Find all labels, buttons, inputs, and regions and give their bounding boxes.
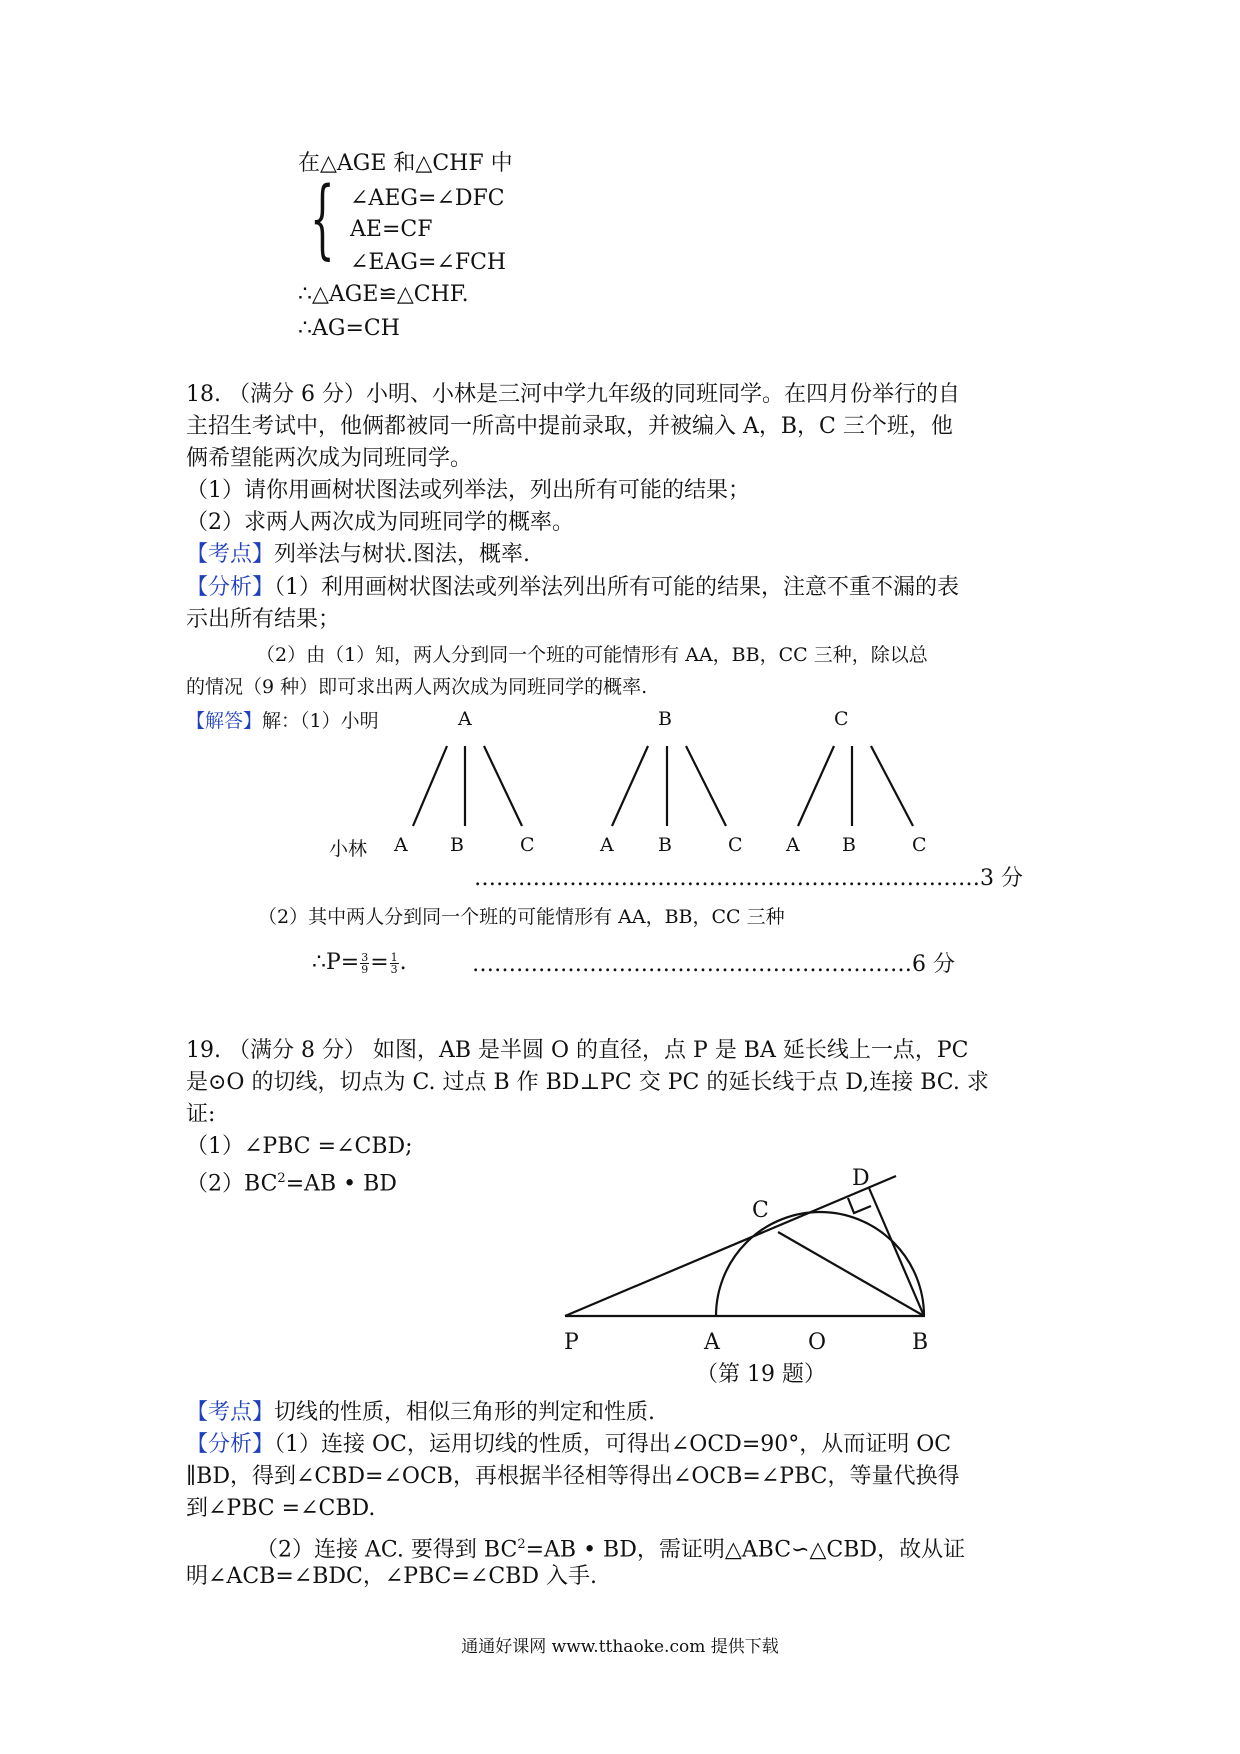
right-angle-mark: [848, 1198, 871, 1213]
q18-probability: ∴P= $\frac{3}{9}$ = $\frac{1}{3}$ .: [312, 950, 407, 976]
q19-fenxi-2: ∥BD，得到∠CBD=∠OCB，再根据半径相等得出∠OCB=∠PBC，等量代换得: [186, 1464, 960, 1489]
tree-leaf: B: [450, 834, 464, 856]
q18-score-1: ……………………………………………………………3 分: [474, 866, 1023, 891]
q19-fenxi-4: （2）连接 AC. 要得到 $BC^2=AB$ • BD，需证明△ABC∽△CBD，故从证: [256, 1537, 966, 1563]
left-brace: {: [310, 169, 335, 269]
tree-leaf: C: [520, 834, 535, 856]
page-footer: 通通好课网 www.tthaoke.com 提供下载: [461, 1637, 779, 1657]
q19-fenxi-3: 到∠PBC =∠CBD.: [186, 1496, 376, 1521]
kaodian-tag: 【考点】: [186, 1400, 275, 1425]
q18-jieda: [186, 706, 379, 736]
fenxi-tag: 【分析】: [186, 1432, 275, 1457]
figure-caption: （第 19 题）: [696, 1362, 826, 1387]
fenxi-text: （1）连接 OC，运用切线的性质，可得出∠OCD=90°，从而证明 OC: [274, 1432, 952, 1457]
jieda-prefix: 解：（1）小明: [262, 710, 379, 732]
proof-condition-1: ∠AEG=∠DFC: [350, 186, 505, 211]
q19-fenxi-5: 明∠ACB=∠BDC，∠PBC=∠CBD 入手.: [186, 1564, 597, 1589]
jieda-tag: 【解答】: [186, 710, 263, 732]
fenxi-text: （1）利用画树状图法或列举法列出所有可能的结果，注意不重不漏的表: [274, 575, 960, 600]
q19-line-1: 19. （满分 8 分） 如图，AB 是半圆 O 的直径，点 P 是 BA 延长线上一点，PC: [186, 1038, 969, 1063]
line-pd: [565, 1176, 896, 1316]
tree-branch: [871, 746, 913, 826]
tree-top-b: B: [658, 708, 672, 730]
tree-leaf: C: [912, 834, 927, 856]
q19-kaodian: [186, 1398, 655, 1428]
tree-leaf: A: [600, 834, 614, 856]
q18-fenxi-2: 示出所有结果；: [186, 607, 341, 632]
q18-part-1: （1）请你用画树状图法或列举法，列出所有可能的结果；: [186, 478, 750, 503]
q19-line-2: 是⊙O 的切线，切点为 C. 过点 B 作 BD⊥PC 交 PC 的延长线于点 D,连接 BC. 求: [186, 1070, 989, 1095]
tree-branch: [686, 746, 726, 826]
q18-sol-2: （2）其中两人分到同一个班的可能情形有 AA，BB，CC 三种: [258, 906, 785, 928]
q18-part-2: （2）求两人两次成为同班同学的概率。: [186, 510, 574, 535]
label-point-d: D: [852, 1166, 870, 1191]
label-point-c: C: [752, 1198, 769, 1223]
q18-fenxi-4: 的情况（9 种）即可求出两人两次成为同班同学的概率.: [186, 676, 648, 698]
tree-leaf: A: [394, 834, 408, 856]
label-point-a: A: [704, 1330, 720, 1355]
fraction-3-9: $\frac{3}{9}$: [361, 950, 369, 976]
prob-prefix: ∴P=: [312, 950, 360, 975]
tree-leaf: B: [658, 834, 672, 856]
tree-branch: [484, 746, 522, 826]
kaodian-tag: 【考点】: [186, 542, 275, 567]
q19-line-3: 证:: [186, 1102, 216, 1127]
q19-part-1: （1）∠PBC =∠CBD;: [186, 1134, 413, 1159]
proof-condition-2: AE=CF: [350, 217, 433, 242]
q18-line-3: 俩希望能两次成为同班同学。: [186, 446, 473, 471]
q18-score-2: ……………………………………………………6 分: [472, 952, 955, 977]
kaodian-text: 切线的性质，相似三角形的判定和性质.: [274, 1400, 656, 1425]
proof-intro: 在△AGE 和△CHF 中: [298, 151, 513, 176]
tree-top-a: A: [458, 708, 472, 730]
q18-fenxi-1: [186, 573, 959, 603]
tree-leaf: C: [728, 834, 743, 856]
tree-branch: [798, 746, 834, 826]
q18-kaodian: [186, 540, 530, 570]
label-point-b: B: [912, 1330, 929, 1355]
semicircle: [716, 1212, 924, 1316]
kaodian-text: 列举法与树状.图法，概率.: [274, 542, 531, 567]
tree-second-label: 小林: [329, 838, 368, 860]
q18-line-2: 主招生考试中，他俩都被同一所高中提前录取，并被编入 A，B，C 三个班，他: [186, 414, 953, 439]
tree-branch: [413, 746, 447, 826]
tree-top-c: C: [834, 708, 849, 730]
fraction-1-3: $\frac{1}{3}$: [390, 950, 398, 976]
q19-part-2: $(2)BC^2=AB$ • BD: [186, 1171, 397, 1197]
fenxi-tag: 【分析】: [186, 575, 275, 600]
q18-fenxi-3: （2）由（1）知，两人分到同一个班的可能情形有 AA，BB，CC 三种，除以总: [256, 644, 928, 666]
line-bd: [869, 1188, 924, 1316]
q18-line-1: 18. （满分 6 分）小明、小林是三河中学九年级的同班同学。在四月份举行的自: [186, 382, 960, 407]
line-cb: [778, 1232, 924, 1316]
label-point-p: P: [564, 1330, 579, 1355]
proof-conclusion-2: ∴AG=CH: [298, 316, 400, 341]
tree-leaf: B: [842, 834, 856, 856]
tree-branch: [612, 746, 648, 826]
tree-leaf: A: [786, 834, 800, 856]
label-point-o: O: [808, 1330, 827, 1355]
q19-fenxi-1: [186, 1430, 951, 1460]
proof-conclusion-1: ∴△AGE≌△CHF.: [298, 282, 469, 307]
proof-condition-3: ∠EAG=∠FCH: [350, 250, 507, 275]
